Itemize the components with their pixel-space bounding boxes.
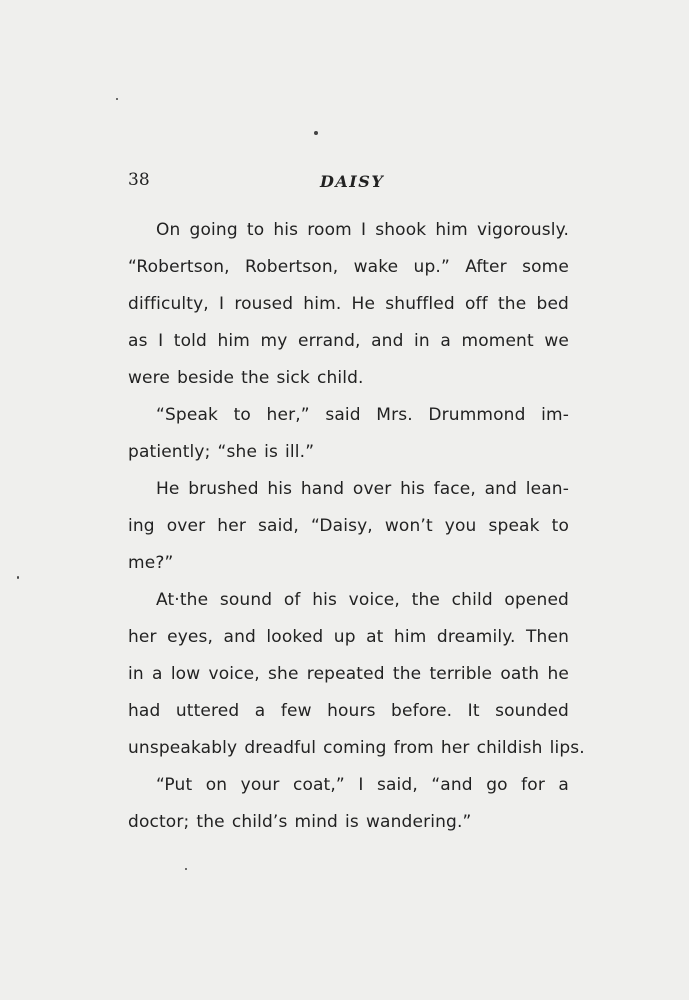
text-line: “Robertson, Robertson, wake up.” After some <box>128 257 569 277</box>
text-line: “Speak to her,” said Mrs. Drummond im- <box>156 405 569 425</box>
ink-speck <box>314 131 318 135</box>
text-line: were beside the sick child. <box>128 368 364 388</box>
text-line: her eyes, and looked up at him dreamily. Then <box>128 627 569 647</box>
text-line: unspeakably dreadful coming from her childish lips. <box>128 738 585 758</box>
text-line: On going to his room I shook him vigorously. <box>156 220 569 240</box>
text-line: me?” <box>128 553 174 573</box>
body-text <box>128 212 585 841</box>
text-line: ing over her said, “Daisy, won’t you speak to <box>128 516 569 536</box>
text-line: “Put on your coat,” I said, “and go for a <box>156 775 569 795</box>
text-line: in a low voice, she repeated the terrible oath he <box>128 664 569 684</box>
text-line: difficulty, I roused him. He shuffled off the bed <box>128 294 569 314</box>
running-head: DAISY <box>320 172 385 191</box>
text-line: had uttered a few hours before. It sounded <box>128 701 569 721</box>
ink-speck <box>185 868 187 870</box>
page-header <box>128 170 568 194</box>
text-line: He brushed his hand over his face, and lean- <box>156 479 569 499</box>
text-line: patiently; “she is ill.” <box>128 442 315 462</box>
text-line: At·the sound of his voice, the child opened <box>156 590 569 610</box>
text-line: as I told him my errand, and in a moment we <box>128 331 569 351</box>
text-line: doctor; the child’s mind is wandering.” <box>128 812 472 832</box>
page-number: 38 <box>128 170 150 190</box>
ink-speck <box>17 576 19 579</box>
ink-speck <box>116 98 118 100</box>
